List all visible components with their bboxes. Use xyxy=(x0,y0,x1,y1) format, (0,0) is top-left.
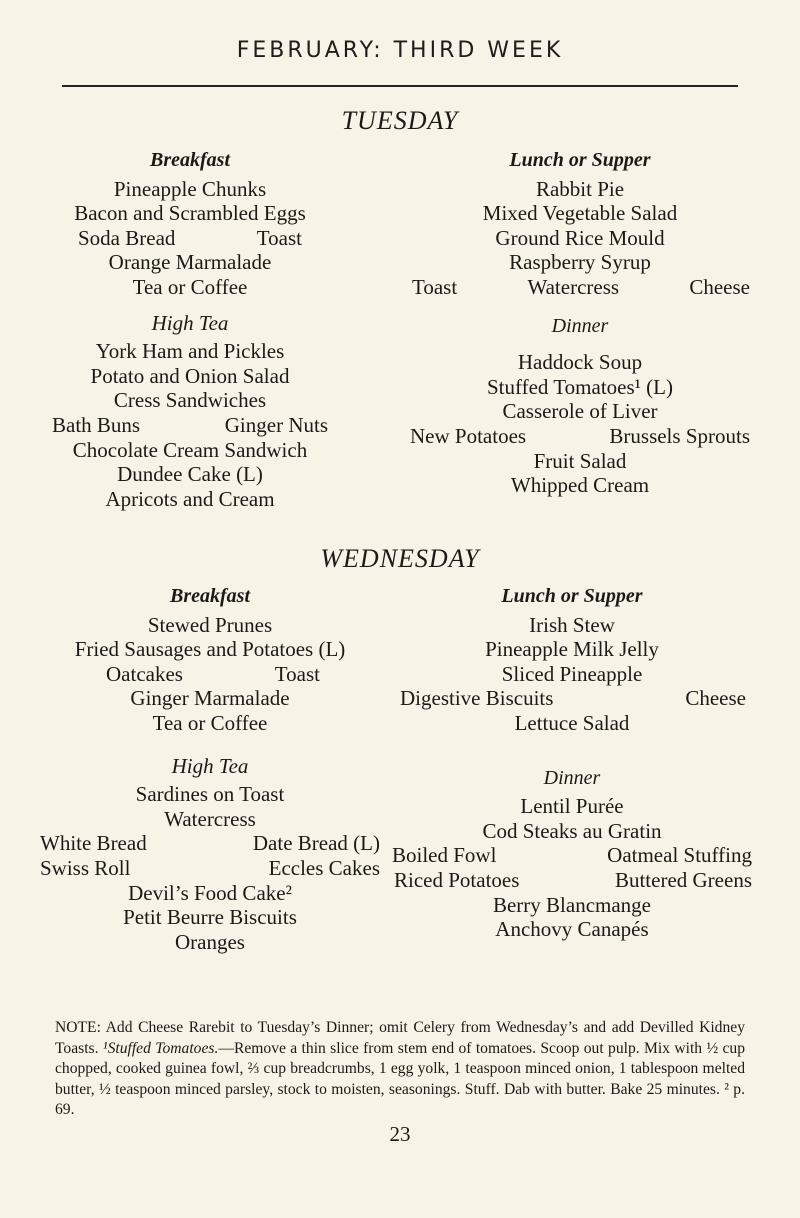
menu-item: Dundee Cake (L) xyxy=(117,462,263,487)
menu-item: Soda Bread xyxy=(78,225,176,250)
menu-item-pair xyxy=(392,686,752,711)
section-heading-dinner: Dinner xyxy=(551,314,609,337)
menu-item: Devil’s Food Cake² xyxy=(128,880,292,905)
section-heading-high-tea: High Tea xyxy=(151,310,229,335)
menu-item: Date Bread (L) xyxy=(252,831,380,856)
note-part: —Remove a thin slice from stem end of tomatoes. Scoop out pulp. Mix with ½ cup chopped, cooked guinea fowl, ⅔ cup breadcrumbs, 1 egg yolk, 1 teaspoon minced onion, 1 tablespoon melted butter, ½ teaspoon minced parsley, stock to moisten, seasonings. Stuff. Dab with butter. Bake 25 minutes. ² p. 69. xyxy=(55,1039,746,1119)
menu-item-pair xyxy=(40,662,380,687)
menu-item-pair xyxy=(40,831,380,856)
menu-item-pair xyxy=(40,226,340,251)
menu-item: Rabbit Pie xyxy=(535,176,625,201)
menu-item: New Potatoes xyxy=(410,423,527,448)
menu-item: Irish Stew xyxy=(529,612,615,637)
menu-item: Toast xyxy=(274,661,320,686)
menu-item: Swiss Roll xyxy=(40,855,131,880)
menu-item-pair xyxy=(40,413,340,438)
menu-item: Oatcakes xyxy=(106,661,183,686)
menu-item: Orange Marmalade xyxy=(108,250,272,275)
tuesday-left-column xyxy=(40,148,340,511)
menu-item: Cheese xyxy=(685,686,746,711)
menu-item: Toast xyxy=(412,274,458,299)
menu-item: Digestive Biscuits xyxy=(400,686,554,711)
page-number: 23 xyxy=(389,1122,411,1146)
menu-item: Watercress xyxy=(164,806,256,831)
menu-item: Lentil Purée xyxy=(520,794,624,819)
menu-item: Pineapple Milk Jelly xyxy=(485,637,659,662)
tuesday-right-column xyxy=(410,148,750,498)
menu-item: Sardines on Toast xyxy=(135,782,285,807)
menu-item: Riced Potatoes xyxy=(394,867,520,892)
section-heading-breakfast: Breakfast xyxy=(150,149,230,171)
menu-item: Tea or Coffee xyxy=(132,274,248,299)
section-heading-lunch: Lunch or Supper xyxy=(509,149,651,171)
menu-item: Anchovy Canapés xyxy=(495,917,649,942)
menu-item: Boiled Fowl xyxy=(392,843,497,868)
menu-item: York Ham and Pickles xyxy=(95,339,285,364)
header-rule xyxy=(62,85,738,87)
menu-item: Lettuce Salad xyxy=(514,710,630,735)
menu-item-pair xyxy=(410,424,750,449)
menu-item: Mixed Vegetable Salad xyxy=(482,201,678,226)
section-heading-breakfast: Breakfast xyxy=(170,585,250,607)
menu-item: Ginger Nuts xyxy=(224,412,328,437)
menu-item: Ground Rice Mould xyxy=(495,225,665,250)
menu-item-pair xyxy=(40,856,380,881)
menu-item-triple xyxy=(410,275,750,300)
menu-item: Watercress xyxy=(527,274,620,299)
wednesday-left-column xyxy=(40,584,380,954)
menu-item: Ginger Marmalade xyxy=(130,686,290,711)
menu-item: Cress Sandwiches xyxy=(113,388,267,413)
menu-item: Oatmeal Stuffing xyxy=(607,843,752,868)
menu-item: White Bread xyxy=(40,831,147,856)
section-heading-dinner: Dinner xyxy=(543,766,601,789)
menu-item: Fried Sausages and Potatoes (L) xyxy=(74,637,346,662)
menu-item: Apricots and Cream xyxy=(105,486,275,511)
footnote-text xyxy=(55,1018,745,1121)
menu-item: Stewed Prunes xyxy=(147,612,273,637)
running-head: FEBRUARY: THIRD WEEK xyxy=(236,38,564,63)
menu-item: Haddock Soup xyxy=(517,350,643,375)
section-heading-lunch: Lunch or Supper xyxy=(501,585,643,607)
menu-item: Casserole of Liver xyxy=(502,399,658,424)
menu-item: Raspberry Syrup xyxy=(509,250,651,275)
menu-item: Tea or Coffee xyxy=(152,710,268,735)
note-footnote-title: ¹Stuffed Tomatoes. xyxy=(102,1039,219,1057)
menu-item: Bath Buns xyxy=(52,412,141,437)
menu-item: Potato and Onion Salad xyxy=(90,363,290,388)
menu-item: Brussels Sprouts xyxy=(609,423,750,448)
menu-item-pair xyxy=(392,843,752,868)
menu-item: Oranges xyxy=(175,929,245,954)
menu-item: Chocolate Cream Sandwich xyxy=(72,437,308,462)
section-heading-high-tea: High Tea xyxy=(171,753,249,778)
menu-item: Sliced Pineapple xyxy=(501,661,643,686)
day-title-tuesday: TUESDAY xyxy=(341,106,459,135)
menu-item: Berry Blancmange xyxy=(492,892,652,917)
menu-item: Eccles Cakes xyxy=(268,855,380,880)
day-title-wednesday: WEDNESDAY xyxy=(320,544,480,573)
menu-item-pair xyxy=(392,868,752,893)
note-part: NOTE: Add Cheese Rarebit to Tuesday’s Dinner; omit Celery from Wednesday’s and add Devilled Kidney Toasts. xyxy=(55,1019,745,1057)
menu-item: Fruit Salad xyxy=(533,448,627,473)
wednesday-right-column xyxy=(392,584,752,942)
menu-item: Cheese xyxy=(689,274,750,299)
menu-item: Toast xyxy=(256,225,302,250)
menu-item: Buttered Greens xyxy=(614,867,752,892)
menu-item: Whipped Cream xyxy=(510,473,650,498)
menu-item: Cod Steaks au Gratin xyxy=(482,818,662,843)
menu-item: Petit Beurre Biscuits xyxy=(123,905,297,930)
menu-item: Bacon and Scrambled Eggs xyxy=(74,201,306,226)
menu-item: Pineapple Chunks xyxy=(113,176,267,201)
menu-item: Stuffed Tomatoes¹ (L) xyxy=(486,374,674,399)
